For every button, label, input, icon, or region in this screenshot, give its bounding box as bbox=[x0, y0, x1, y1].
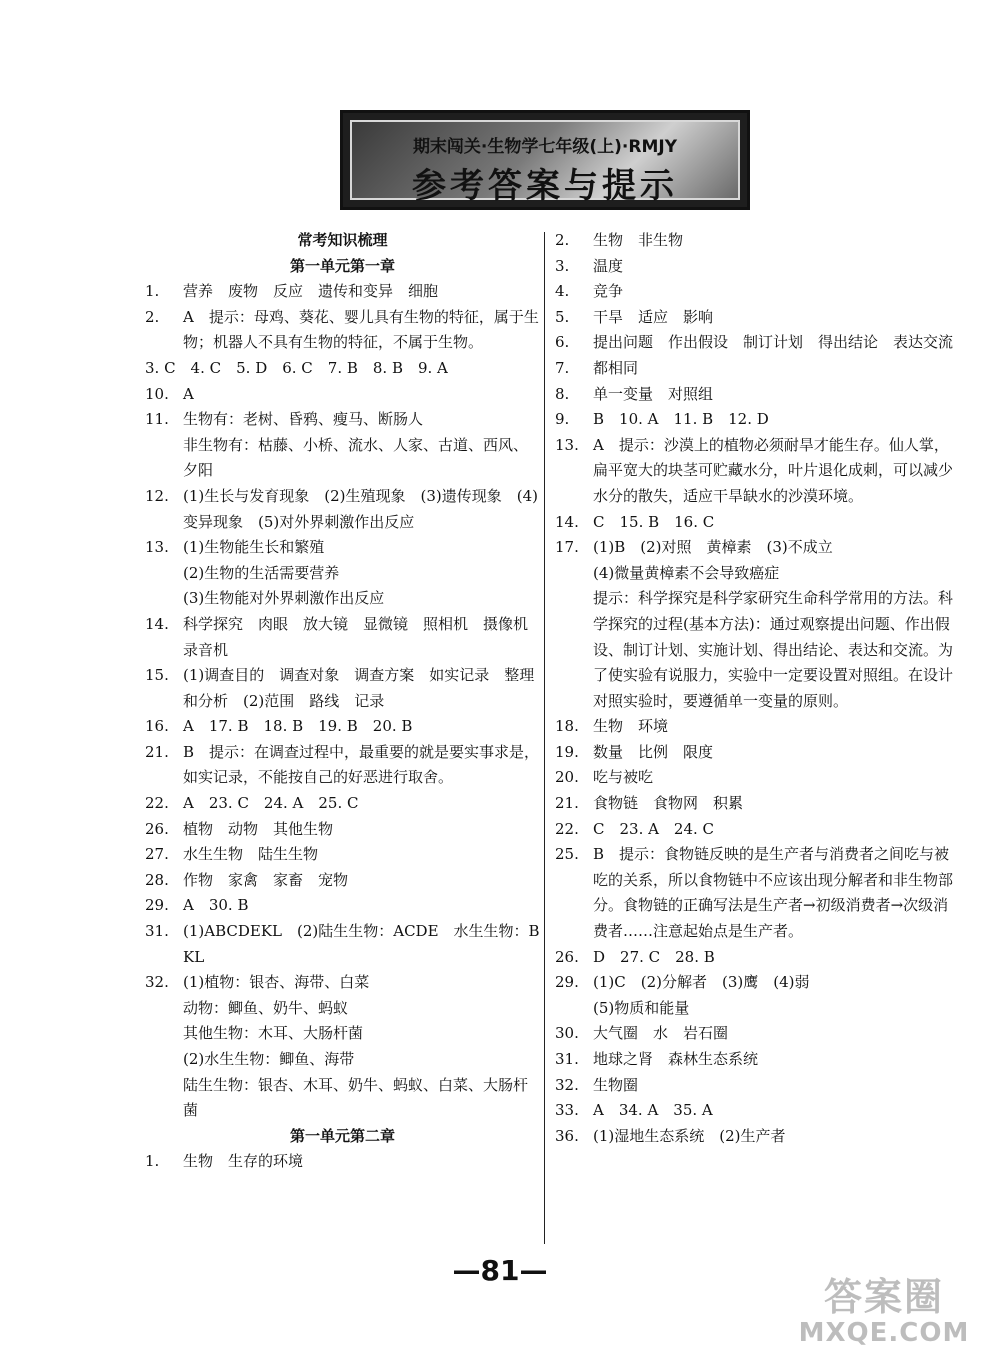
answer-number: 12. bbox=[145, 486, 169, 505]
answer-item bbox=[555, 510, 955, 536]
answer-item bbox=[145, 919, 540, 970]
answer-item bbox=[555, 765, 955, 791]
answer-number: 16. bbox=[145, 717, 169, 736]
answer-text: 提出问题 作出假设 制订计划 得出结论 表达交流 bbox=[593, 333, 954, 352]
answer-item bbox=[145, 817, 540, 843]
answer-number: 36. bbox=[555, 1126, 579, 1145]
answer-text: D 27. C 28. B bbox=[593, 947, 715, 966]
answer-number: 21. bbox=[145, 742, 169, 761]
answer-item bbox=[145, 484, 540, 535]
answer-item bbox=[145, 382, 540, 408]
answer-item bbox=[145, 407, 540, 484]
answer-text: (1)湿地生态系统 (2)生产者 bbox=[593, 1126, 786, 1145]
answer-text: 3. C 4. C 5. D 6. C 7. B 8. B 9. A bbox=[145, 358, 448, 377]
answer-item bbox=[145, 791, 540, 817]
answer-number: 9. bbox=[555, 410, 570, 429]
answer-item bbox=[555, 382, 955, 408]
answer-text: A 23. C 24. A 25. C bbox=[183, 794, 359, 813]
answer-text: 数量 比例 限度 bbox=[593, 742, 714, 761]
answer-item bbox=[555, 1047, 955, 1073]
answer-number: 26. bbox=[555, 947, 579, 966]
answer-item bbox=[555, 1021, 955, 1047]
answer-item bbox=[555, 356, 955, 382]
answer-item bbox=[555, 842, 955, 944]
watermark-text-top: 答案圈 bbox=[823, 1275, 944, 1319]
answer-text: A 34. A 35. A bbox=[593, 1101, 713, 1120]
answer-number: 19. bbox=[555, 742, 579, 761]
answer-text: A 提示：母鸡、葵花、婴儿具有生物的特征，属于生物；机器人不具有生物的特征，不属于生物。 bbox=[183, 307, 539, 352]
answer-number: 22. bbox=[145, 794, 169, 813]
answer-number: 21. bbox=[555, 794, 579, 813]
answer-item bbox=[145, 612, 544, 663]
answer-text: 生物 非生物 bbox=[593, 231, 684, 249]
answer-item bbox=[555, 330, 955, 356]
banner-title: 参考答案与提示 bbox=[412, 166, 678, 206]
answer-text: 植物 动物 其他生物 bbox=[183, 819, 334, 838]
answer-text: (1)调查目的 调查对象 调查方案 如实记录 整理和分析 (2)范围 路线 记录 bbox=[183, 666, 535, 710]
answer-text: 生物 生存的环境 bbox=[183, 1152, 304, 1171]
answer-text: 生物 环境 bbox=[593, 717, 669, 736]
answer-number: 8. bbox=[555, 384, 570, 403]
answer-item bbox=[555, 970, 955, 1021]
left-column bbox=[145, 228, 544, 1175]
banner-inner-frame bbox=[350, 120, 740, 206]
answer-text: 水生生物 陆生生物 bbox=[183, 845, 319, 864]
answer-item bbox=[145, 868, 540, 894]
answer-text: 吃与被吃 bbox=[593, 768, 654, 787]
answer-text: (1)生物能生长和繁殖 (2)生物的生活需要营养 (3)生物能对外界刺激作出反应 bbox=[183, 538, 385, 608]
answer-text: 单一变量 对照组 bbox=[593, 384, 714, 403]
answer-number: 32. bbox=[145, 973, 169, 992]
answer-item bbox=[145, 970, 540, 1124]
answer-number: 29. bbox=[145, 896, 169, 915]
answer-number: 28. bbox=[145, 870, 169, 889]
answer-number: 20. bbox=[555, 768, 579, 787]
answer-item bbox=[145, 893, 540, 919]
answer-number: 11. bbox=[145, 410, 169, 429]
answer-item bbox=[555, 535, 955, 714]
answer-text: (1)C (2)分解者 (3)鹰 (4)弱 (5)物质和能量 bbox=[593, 973, 810, 1017]
answer-number: 27. bbox=[145, 845, 169, 864]
section-title: 常考知识梳理 bbox=[297, 231, 388, 249]
chapter2-answer-list bbox=[145, 1149, 540, 1175]
answer-item bbox=[145, 842, 540, 868]
answer-text: A bbox=[183, 384, 194, 403]
answer-number: 13. bbox=[145, 538, 169, 557]
answer-item bbox=[145, 535, 540, 612]
answer-text: C 23. A 24. C bbox=[593, 819, 715, 838]
answer-item bbox=[555, 279, 955, 305]
answer-number: 6. bbox=[555, 333, 570, 352]
answer-item bbox=[145, 279, 540, 305]
answer-item bbox=[555, 305, 955, 331]
answer-item bbox=[555, 791, 955, 817]
answer-number: 18. bbox=[555, 717, 579, 736]
answer-number: 32. bbox=[555, 1075, 579, 1094]
answer-number: 2. bbox=[145, 307, 160, 326]
answer-number: 15. bbox=[145, 666, 169, 685]
answer-number: 30. bbox=[555, 1024, 579, 1043]
answer-item bbox=[145, 1149, 540, 1175]
answer-text: (1)植物：银杏、海带、白菜 动物：鲫鱼、奶牛、蚂蚁 其他生物：木耳、大肠杆菌 (2)水生生物：鲫鱼、海带 陆生生物：银杏、木耳、奶牛、蚂蚁、白菜、大肠杆菌 bbox=[183, 973, 529, 1120]
answer-number: 13. bbox=[555, 435, 579, 454]
column-divider bbox=[544, 232, 545, 1244]
answer-text: 都相同 bbox=[593, 358, 639, 377]
answer-text: (1)生长与发育现象 (2)生殖现象 (3)遗传现象 (4)变异现象 (5)对外界刺激作出反应 bbox=[183, 486, 538, 531]
answer-item bbox=[555, 228, 955, 254]
answer-text: (1)ABCDEKL (2)陆生生物：ACDE 水生生物：BKL bbox=[183, 922, 540, 966]
answer-number: 5. bbox=[555, 307, 570, 326]
answer-number: 1. bbox=[145, 282, 160, 301]
answer-text: (1)B (2)对照 黄樟素 (3)不成立 (4)微量黄樟素不会导致癌症 提示：科学探究是科学家研究生命科学常用的方法。科学探究的过程(基本方法)：通过观察提出问题、作出假设、制订计划、实施计划、得出结论、表达和交流。为了使实验有说服力，实验中一定要设置对照组。在设计对照实验时，要遵循单一变量的原则。 bbox=[593, 538, 954, 710]
answer-text: B 提示：在调查过程中，最重要的就是要实事求是，如实记录，不能按自己的好恶进行取舍。 bbox=[183, 742, 540, 787]
watermark-logo bbox=[784, 1276, 984, 1348]
answer-item bbox=[555, 817, 955, 843]
answer-text: A 17. B 18. B 19. B 20. B bbox=[183, 717, 413, 736]
answer-item bbox=[145, 663, 540, 714]
answer-item bbox=[145, 740, 540, 791]
right-answer-list bbox=[555, 228, 955, 1149]
answer-text: 生物圈 bbox=[593, 1075, 639, 1094]
answer-text: 地球之肾 森林生态系统 bbox=[593, 1050, 759, 1068]
answer-item bbox=[555, 1073, 955, 1099]
answer-item bbox=[555, 714, 955, 740]
answer-item bbox=[555, 254, 955, 280]
answer-number: 33. bbox=[555, 1101, 579, 1120]
answer-number: 10. bbox=[145, 384, 169, 403]
answer-item bbox=[145, 356, 540, 382]
answer-text: 科学探究 肉眼 放大镜 显微镜 照相机 摄像机 录音机 bbox=[183, 614, 544, 659]
answer-item bbox=[555, 945, 955, 971]
answer-number: 14. bbox=[145, 614, 169, 633]
answer-item bbox=[555, 407, 955, 433]
answer-text: 营养 废物 反应 遗传和变异 细胞 bbox=[183, 282, 439, 301]
answer-text: C 15. B 16. C bbox=[593, 512, 715, 531]
answer-number: 31. bbox=[145, 922, 169, 941]
answer-item bbox=[555, 1124, 955, 1150]
answer-number: 3. bbox=[555, 256, 570, 275]
answer-text: B 提示：食物链反映的是生产者与消费者之间吃与被吃的关系，所以食物链中不应该出现分解者和非生物部分。食物链的正确写法是生产者→初级消费者→次级消费者……注意起始点是生产者。 bbox=[593, 845, 954, 941]
answer-number: 1. bbox=[145, 1152, 160, 1171]
answer-number: 7. bbox=[555, 358, 570, 377]
answer-number: 25. bbox=[555, 845, 579, 864]
answer-text: A 30. B bbox=[183, 896, 249, 915]
answer-number: 2. bbox=[555, 231, 570, 249]
answer-text: 生物有：老树、昏鸦、瘦马、断肠人 非生物有：枯藤、小桥、流水、人家、古道、西风、夕阳 bbox=[183, 410, 529, 480]
answer-number: 4. bbox=[555, 282, 570, 301]
page-number: —81— bbox=[452, 1254, 548, 1287]
answer-number: 14. bbox=[555, 512, 579, 531]
banner-subtitle: 期末闯关·生物学七年级(上)·RMJY bbox=[412, 137, 678, 157]
answer-text: 温度 bbox=[593, 256, 624, 275]
header-banner bbox=[340, 110, 750, 210]
chapter1-title: 第一单元第一章 bbox=[289, 256, 395, 275]
answer-item bbox=[555, 1098, 955, 1124]
answer-number: 31. bbox=[555, 1050, 579, 1068]
answer-text: 干旱 适应 影响 bbox=[593, 307, 714, 326]
answer-number: 22. bbox=[555, 819, 579, 838]
answer-text: 食物链 食物网 积累 bbox=[593, 794, 744, 813]
answer-item bbox=[145, 714, 540, 740]
answer-text: A 提示：沙漠上的植物必须耐旱才能生存。仙人掌，扁平宽大的块茎可贮藏水分，叶片退化成刺，可以减少水分的散失，适应干旱缺水的沙漠环境。 bbox=[593, 435, 954, 505]
answer-text: 竞争 bbox=[593, 282, 624, 301]
answer-item bbox=[145, 305, 540, 356]
chapter2-title: 第一单元第二章 bbox=[289, 1126, 395, 1145]
answer-number: 26. bbox=[145, 819, 169, 838]
answer-number: 17. bbox=[555, 538, 579, 557]
answer-item bbox=[555, 433, 955, 510]
chapter1-answer-list bbox=[145, 279, 544, 1124]
answer-text: 大气圈 水 岩石圈 bbox=[593, 1024, 729, 1043]
answer-number: 29. bbox=[555, 973, 579, 992]
right-column bbox=[555, 228, 955, 1149]
answer-text: B 10. A 11. B 12. D bbox=[593, 410, 769, 429]
watermark-text-bottom: MXQE.COM bbox=[798, 1318, 970, 1348]
answer-text: 作物 家禽 家畜 宠物 bbox=[183, 870, 349, 889]
answer-item bbox=[555, 740, 955, 766]
